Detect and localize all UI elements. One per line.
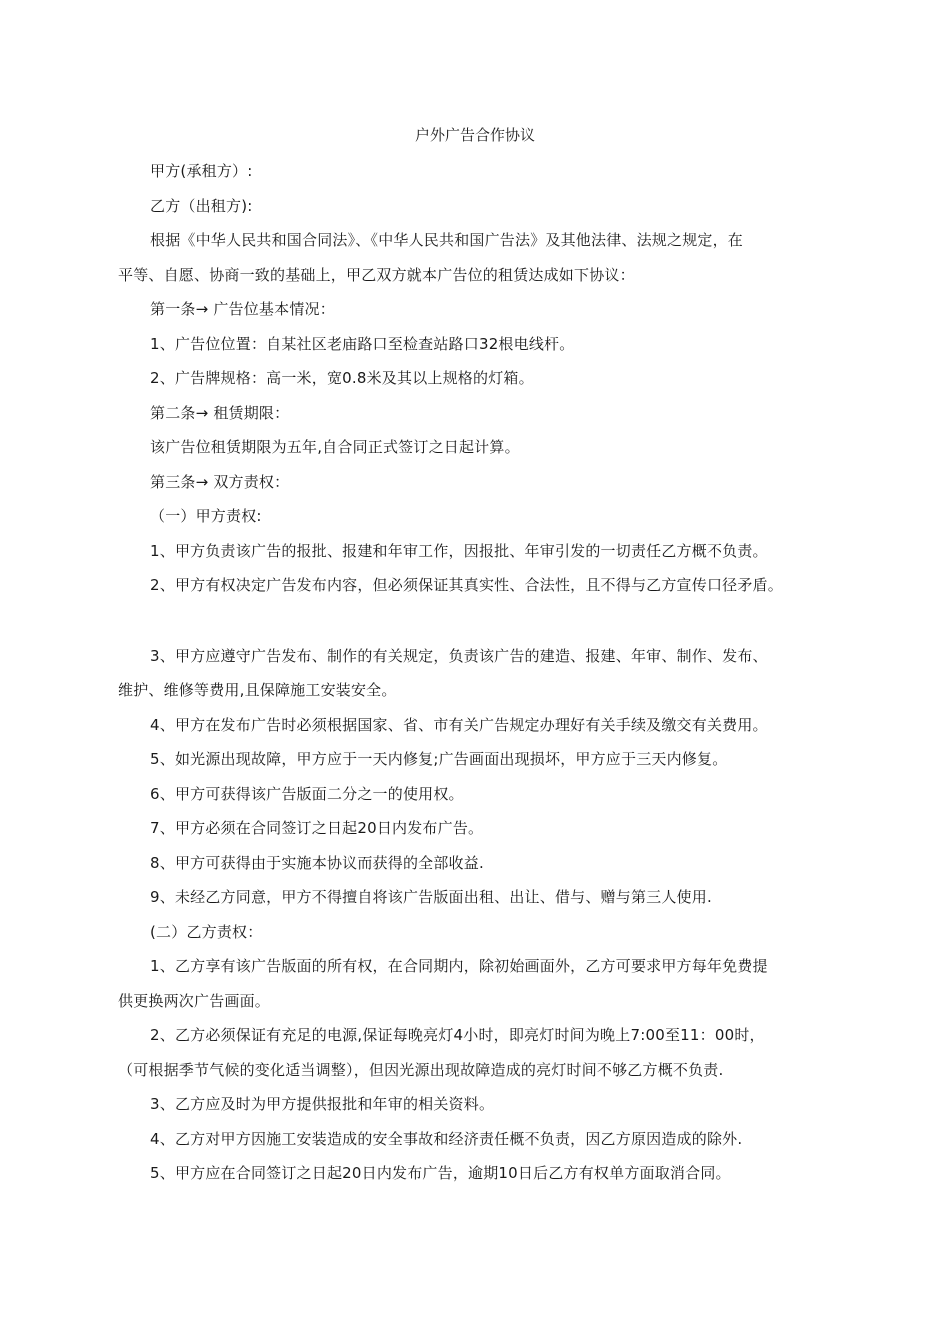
- article-1-item-2: 2、广告牌规格：高一米，宽0.8米及其以上规格的灯箱。: [150, 369, 534, 387]
- party-a-rights-heading: （一）甲方责权:: [150, 507, 262, 525]
- party-b-item-3: 3、乙方应及时为甲方提供报批和年审的相关资料。: [150, 1095, 495, 1113]
- party-a-item-9: 9、未经乙方同意，甲方不得擅自将该广告版面出租、出让、借与、赠与第三人使用.: [150, 888, 712, 906]
- document-title: 户外广告合作协议: [414, 126, 535, 144]
- party-a-item-5: 5、如光源出现故障，甲方应于一天内修复;广告画面出现损坏，甲方应于三天内修复。: [150, 750, 728, 768]
- party-a-item-2: 2、甲方有权决定广告发布内容，但必须保证其真实性、合法性，且不得与乙方宣传口径矛盾。: [150, 576, 783, 594]
- party-b-item-2-line-1: 2、乙方必须保证有充足的电源,保证每晚亮灯4小时，即亮灯时间为晚上7:00至11：00时，: [150, 1026, 765, 1044]
- party-a-item-7: 7、甲方必须在合同签订之日起20日内发布广告。: [150, 819, 484, 837]
- party-a-item-8: 8、甲方可获得由于实施本协议而获得的全部收益.: [150, 854, 484, 872]
- party-b-item-1-line-2: 供更换两次广告画面。: [118, 992, 271, 1010]
- party-a-item-6: 6、甲方可获得该广告版面二分之一的使用权。: [150, 785, 464, 803]
- party-a-line: 甲方(承租方）:: [150, 162, 253, 180]
- party-a-item-3-line-2: 维护、维修等费用,且保障施工安装安全。: [118, 681, 397, 699]
- article-2-heading: 第二条→ 租赁期限：: [150, 404, 290, 422]
- party-a-item-3-line-1: 3、甲方应遵守广告发布、制作的有关规定，负责该广告的建造、报建、年审、制作、发布、: [150, 647, 768, 665]
- party-b-item-5: 5、甲方应在合同签订之日起20日内发布广告，逾期10日后乙方有权单方面取消合同。: [150, 1164, 731, 1182]
- party-a-item-1: 1、甲方负责该广告的报批、报建和年审工作，因报批、年审引发的一切责任乙方概不负责。: [150, 542, 768, 560]
- article-2-text: 该广告位租赁期限为五年,自合同正式签订之日起计算。: [150, 438, 520, 456]
- party-b-item-2-line-2: （可根据季节气候的变化适当调整），但因光源出现故障造成的亮灯时间不够乙方概不负责.: [118, 1061, 724, 1079]
- article-3-heading: 第三条→ 双方责权：: [150, 473, 290, 491]
- article-1-heading: 第一条→ 广告位基本情况：: [150, 300, 335, 318]
- party-b-item-4: 4、乙方对甲方因施工安装造成的安全事故和经济责任概不负责，因乙方原因造成的除外.: [150, 1130, 743, 1148]
- party-b-item-1-line-1: 1、乙方享有该广告版面的所有权，在合同期内，除初始画面外，乙方可要求甲方每年免费提: [150, 957, 768, 975]
- article-1-item-1: 1、广告位位置：自某社区老庙路口至检查站路口32根电线杆。: [150, 335, 575, 353]
- party-b-line: 乙方（出租方):: [150, 197, 253, 215]
- party-a-item-4: 4、甲方在发布广告时必须根据国家、省、市有关广告规定办理好有关手续及缴交有关费用。: [150, 716, 768, 734]
- preamble-line-2: 平等、自愿、协商一致的基础上，甲乙双方就本广告位的租赁达成如下协议：: [118, 266, 635, 284]
- party-b-rights-heading: (二）乙方责权：: [150, 923, 263, 941]
- preamble-line-1: 根据《中华人民共和国合同法》、《中华人民共和国广告法》及其他法律、法规之规定，在: [150, 231, 744, 249]
